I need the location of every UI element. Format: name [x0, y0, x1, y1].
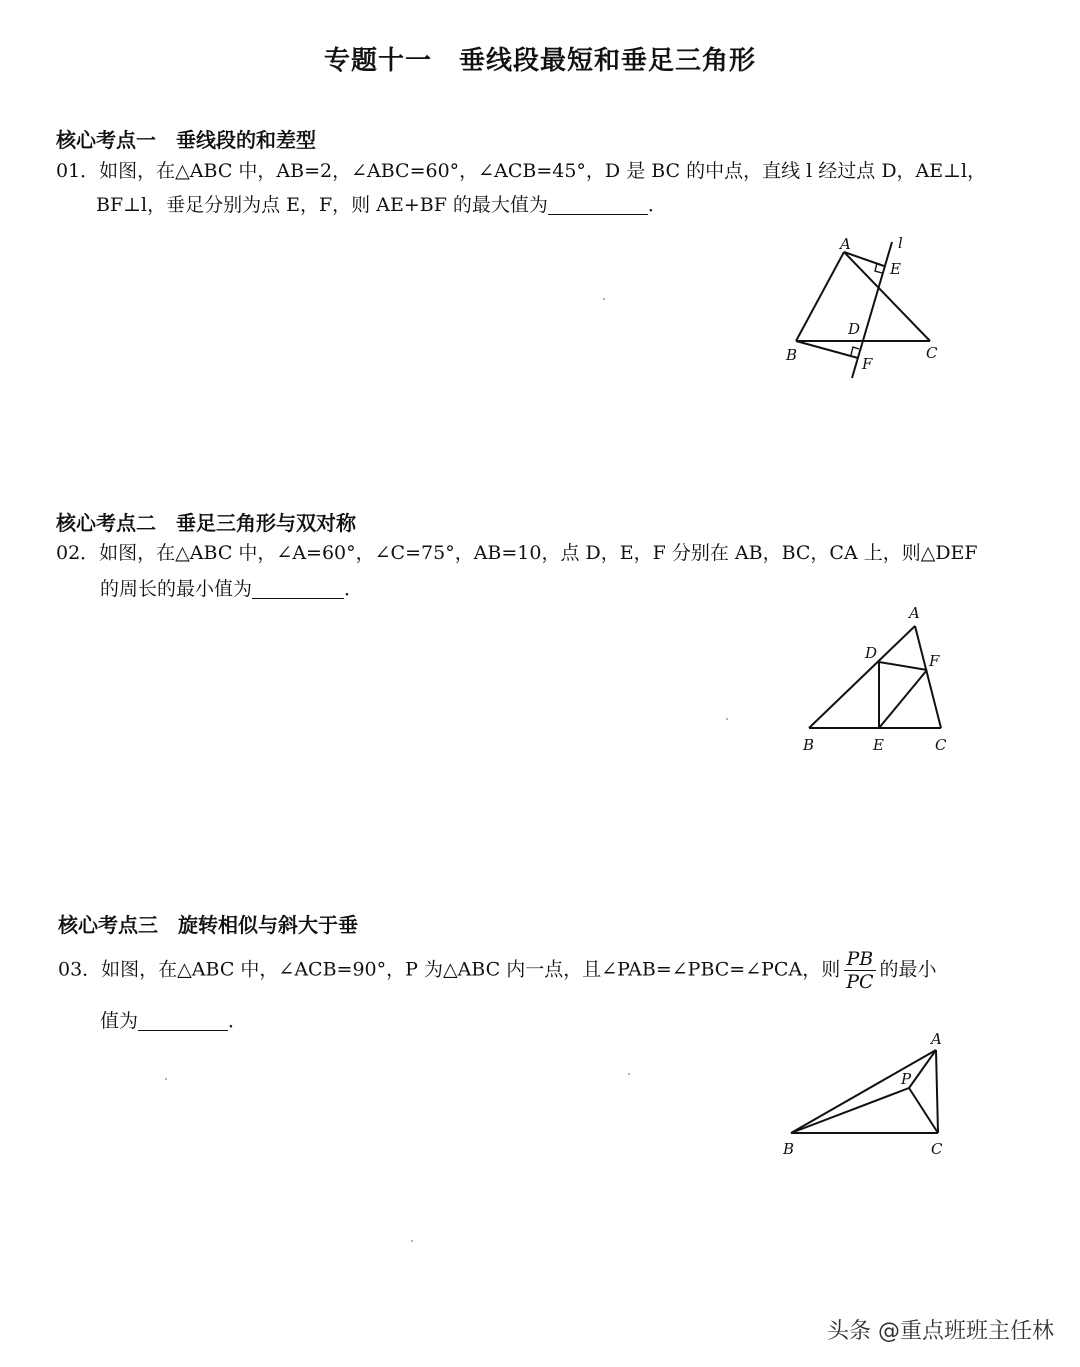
scan-speck — [411, 1240, 413, 1242]
seg-DF — [879, 662, 927, 670]
question-03-line1 — [58, 948, 937, 993]
label-P: P — [901, 1070, 912, 1088]
seg-PC — [909, 1088, 938, 1133]
answer-blank-01[interactable] — [548, 192, 648, 215]
page-title: 专题十一 垂线段最短和垂足三角形 — [323, 46, 756, 76]
seg-EF — [879, 670, 927, 728]
label-A: A — [909, 604, 920, 622]
question-01-end: ． — [647, 194, 667, 216]
question-02-line2-text: 的周长的最小值为 — [100, 578, 253, 600]
question-01-line2-text: BF⊥l，垂足分别为点 E，F，则 AE+BF 的最大值为 — [96, 194, 548, 216]
question-03-line2-text: 值为 — [100, 1010, 139, 1032]
question-01-line2 — [96, 188, 667, 222]
answer-blank-02[interactable] — [252, 576, 344, 599]
scan-speck — [603, 298, 605, 300]
label-E: E — [890, 260, 901, 278]
section-heading-3: 核心考点三 旋转相似与斜大于垂 — [58, 913, 358, 937]
seg-AB — [796, 252, 844, 341]
label-B: B — [783, 1140, 795, 1158]
label-B: B — [786, 346, 798, 364]
seg-AB — [791, 1050, 936, 1133]
label-B: B — [803, 736, 815, 754]
label-C: C — [926, 344, 938, 362]
figure-03 — [775, 1020, 955, 1165]
section-heading-1: 核心考点一 垂线段的和差型 — [56, 128, 316, 152]
seg-PA — [909, 1050, 936, 1088]
question-02-line1: 02．如图，在△ABC 中，∠A=60°，∠C=75°，AB=10，点 D，E，F 分别在 AB，BC，CA 上，则△DEF — [56, 542, 978, 564]
figure-02 — [795, 600, 965, 760]
question-03-line1-text: 03．如图，在△ABC 中，∠ACB=90°，P 为△ABC 内一点，且∠PAB=∠PBC=∠PCA，则 — [58, 958, 841, 981]
seg-AB — [809, 626, 915, 728]
label-D: D — [848, 320, 861, 338]
fraction-denominator: PC — [846, 971, 874, 993]
question-03-end: ． — [228, 1010, 248, 1032]
fraction-numerator: PB — [844, 948, 875, 971]
label-F: F — [862, 355, 873, 373]
seg-AC — [936, 1050, 938, 1133]
label-C: C — [935, 736, 947, 754]
fraction-pb-pc — [844, 948, 875, 993]
label-E: E — [873, 736, 884, 754]
seg-PB — [791, 1088, 909, 1133]
label-C: C — [931, 1140, 943, 1158]
seg-AC — [915, 626, 941, 728]
seg-BF — [796, 341, 858, 358]
label-l: l — [898, 234, 903, 252]
question-03-line1-tail: 的最小 — [879, 958, 937, 981]
label-A: A — [931, 1030, 942, 1048]
answer-blank-03[interactable] — [138, 1008, 228, 1031]
scan-speck — [628, 1073, 630, 1075]
scan-speck — [726, 718, 728, 720]
question-03-line2 — [100, 1004, 247, 1038]
question-02-end: ． — [344, 578, 364, 600]
figure-01 — [780, 228, 950, 388]
watermark: 头条 @重点班班主任林 — [827, 1319, 1054, 1344]
label-A: A — [840, 235, 851, 253]
section-heading-2: 核心考点二 垂足三角形与双对称 — [56, 511, 356, 535]
scan-speck — [165, 1078, 167, 1080]
label-F: F — [929, 652, 940, 670]
label-D: D — [865, 644, 878, 662]
question-02-line2 — [100, 572, 363, 606]
question-01-line1: 01．如图，在△ABC 中，AB=2，∠ABC=60°，∠ACB=45°，D 是 BC 的中点，直线 l 经过点 D，AE⊥l， — [56, 160, 987, 182]
right-angle-F — [851, 347, 859, 355]
